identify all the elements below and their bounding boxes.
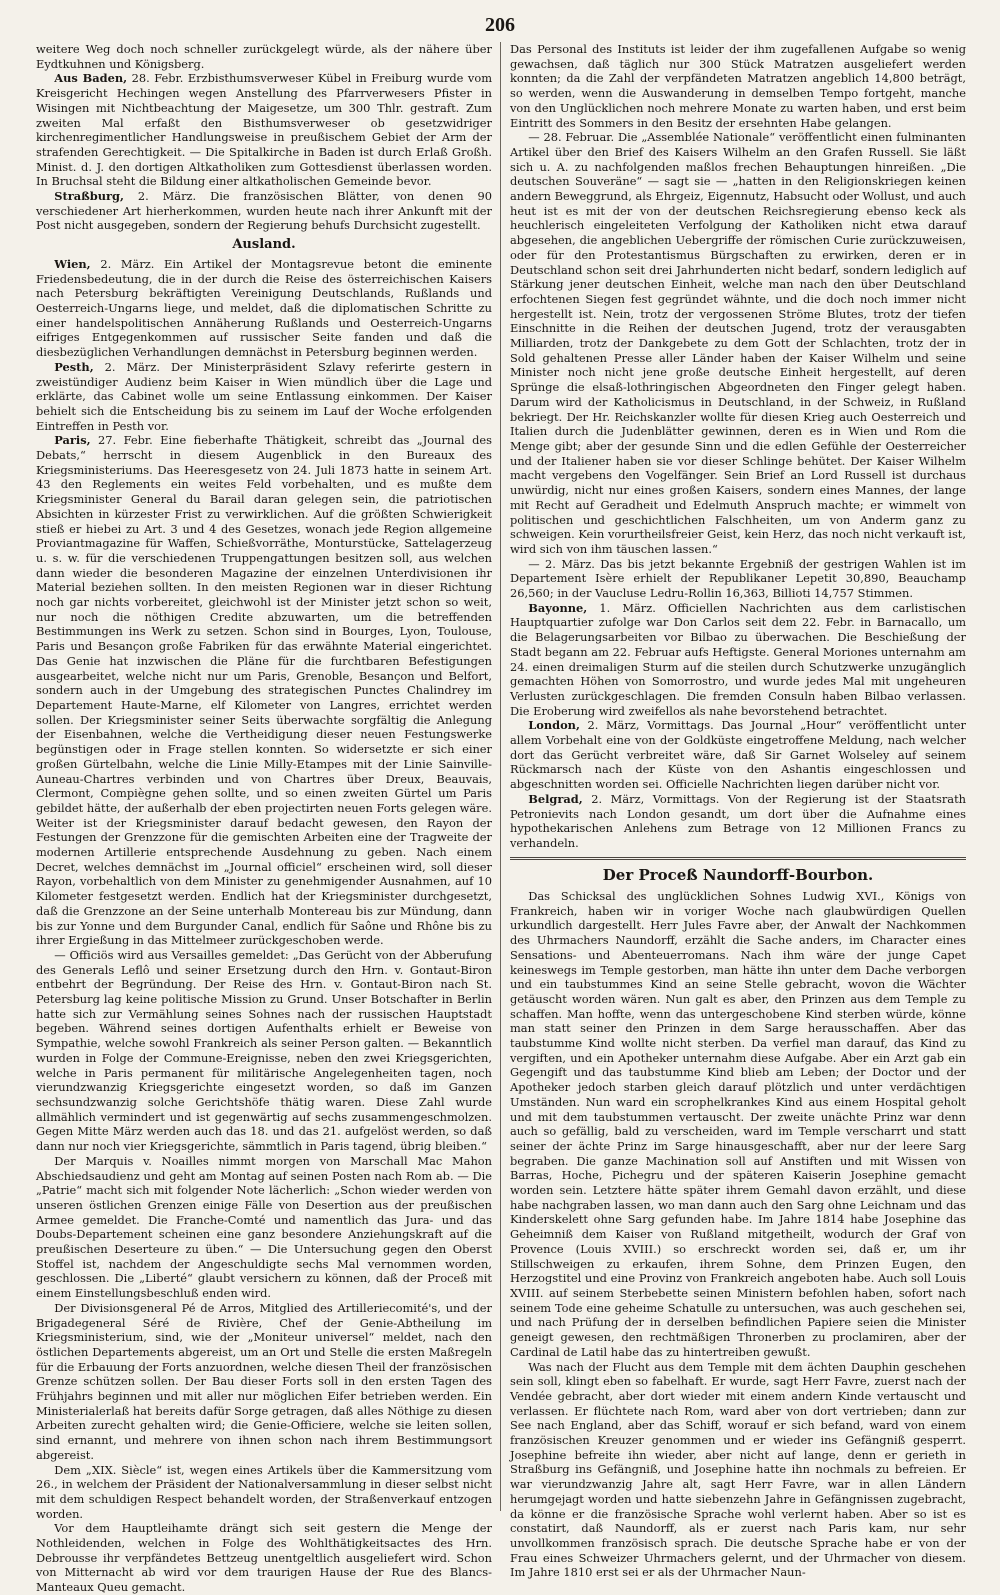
paragraph-text: Dem „XIX. Siècle“ ist, wegen eines Artikels über die Kammersitzung vom 26., in welchem der Präsident der Nationalversammlung in dieser selbst nicht mit dem schuldigen Respect behandelt worden, der Straßenverkauf entzogen worden. bbox=[36, 1462, 492, 1521]
page-number: 206 bbox=[485, 14, 515, 36]
dateline: Straßburg, bbox=[54, 189, 124, 204]
paragraph bbox=[510, 601, 966, 719]
paragraph-text: 2. März, Vormittags. Von der Regierung ist der Staatsrath Petronievits nach London gesandt, um dort über die Aufnahme eines hypothekarischen Anlehens zum Betrage von 12 Millionen Francs zu verhandeln. bbox=[510, 791, 966, 850]
paragraph bbox=[36, 1301, 492, 1463]
paragraph bbox=[510, 889, 966, 1360]
paragraph-text: weitere Weg doch noch schneller zurückgelegt würde, als der nähere über Eydtkuhnen und Königsberg. bbox=[36, 42, 492, 71]
paragraph-text: — 2. März. Das bis jetzt bekannte Ergebniß der gestrigen Wahlen ist im Departement Isère erhielt der Republikaner Lepetit 30,890, Beauchamp 26,560; in der Vaucluse Ledru-Rollin 16,363, Billioti 14,757 Stimmen. bbox=[510, 556, 966, 601]
paragraph-text: 2. März. Die französischen Blätter, von denen 90 verschiedener Art hierherkommen, wurden heute nach ihrer Ankunft mit der Post nicht ausgegeben, sondern der Regierung behufs Durchsicht zugestellt. bbox=[36, 189, 493, 233]
paragraph-text: Vor dem Hauptleihamte drängt sich seit gestern die Menge der Nothleidenden, welchen in Folge des Wohlthätigkeitsactes des Hrn. Debrousse ihr verpfändetes Bettzeug unentgeltlich ausgeliefert wird. Schon von Mitternacht ab wird vor dem traurigen Hause der Rue des Blancs-Manteaux Queu gemacht. bbox=[36, 1521, 492, 1595]
paragraph-text: Der Divisionsgeneral Pé de Arros, Mitglied des Artilleriecomité's, und der Brigadegeneral Séré de Rivière, Chef der Genie-Abtheilung im Kriegsministerium, sind, wie der „Moniteur universel“ meldet, nach den östlichen Departements abgereist, um an Ort und Stelle die ersten Maßregeln für die Erbauung der Forts anzuordnen, welche diesen Theil der französischen Grenze schützen sollen. Der Bau dieser Forts soll in den ersten Tagen des Frühjahrs beginnen und mit aller nur möglichen Eifer betrieben werden. Ein Ministerialerlaß hat bereits dafür Sorge getragen, daß alles Nöthige zu diesen Arbeiten zurecht gehalten wird; die Genie-Officiere, welche sie leiten sollen, sind ernannt, und mehrere von ihnen schon nach ihrem Bestimmungsort abgereist. bbox=[36, 1300, 492, 1462]
paragraph-text: 1. März. Officiellen Nachrichten aus dem carlistischen Hauptquartier zufolge war Don Carlos seit dem 22. Febr. in Barnacallo, um die Belagerungsarbeiten vor Bilbao zu überwachen. Die Beschießung der Stadt begann am 22. Februar aufs Heftigste. General Moriones unternahm am 24. einen dreimaligen Sturm auf die steilen durch Schutzwerke unzugänglich gemachten Höhen von Somorrostro, und wurde jedes Mal mit ungeheuren Verlusten zurückgeschlagen. Die fremden Consuln haben Bilbao verlassen. Die Eroberung wird zweifellos als nahe bevorstehend betrachtet. bbox=[510, 600, 966, 718]
paragraph bbox=[36, 71, 492, 189]
paragraph-text: Das Personal des Instituts ist leider der ihm zugefallenen Aufgabe so wenig gewachsen, daß täglich nur 300 Stück Matratzen ausgeliefert werden konnten; da die Zahl der verpfändeten Matratzen angeblich 14,800 beträgt, so werden, wenn die Auswanderung in demselben Tempo fortgeht, manche von den Unglücklichen noch mehrere Monate zu warten haben, und erst beim Eintritt des Sommers in den Besitz der ersehnten Habe gelangen. bbox=[510, 42, 966, 130]
dateline: Pesth, bbox=[54, 359, 94, 374]
dateline: Belgrad, bbox=[528, 791, 583, 806]
paragraph-text: 2. März, Vormittags. Das Journal „Hour“ veröffentlicht unter allem Vorbehalt eine von der Goldküste eingetroffene Meldung, nach welcher dort das Gerücht verbreitet wäre, daß Sir Garnet Wolseley auf seinem Rückmarsch nach der Küste von den Ashantis eingeschlossen und abgeschnitten worden sei. Officielle Nachrichten liegen darüber nicht vor. bbox=[510, 718, 966, 792]
paragraph-text: — Officiös wird aus Versailles gemeldet: „Das Gerücht von der Abberufung des Generals Leflô und seiner Ersetzung durch den Hrn. v. Gontaut-Biron entbehrt der Begründung. Der Reise des Hrn. v. Gontaut-Biron nach St. Petersburg lag keine politische Mission zu Grund. Unser Botschafter in Berlin hatte sich zur Vermählung seines Sohnes nach der russischen Hauptstadt begeben. Während seines dortigen Aufenthalts erhielt er Beweise von Sympathie, welche sowohl Frankreich als seiner Person galten. — Bekanntlich wurden in Folge der Commune-Ereignisse, neben den zwei Kriegsgerichten, welche in Paris permanent für militärische Angelegenheiten tagen, noch vierundzwanzig Kriegsgerichte eingesetzt worden, so daß im Ganzen sechsundzwanzig solche Gerichtshöfe thätig waren. Diese Zahl wurde allmählich vermindert und ist gegenwärtig auf sechs zusammengeschmolzen. Gegen Mitte März werden auch das 18. und das 21. aufgelöst werden, so daß dann nur noch vier Kriegsgerichte, sämmtlich in Paris tagend, übrig bleiben.“ bbox=[36, 947, 492, 1154]
paragraph bbox=[510, 1360, 966, 1581]
paragraph bbox=[510, 42, 966, 130]
dateline: Paris, bbox=[54, 433, 91, 448]
column-divider bbox=[500, 42, 501, 1511]
paragraph bbox=[36, 189, 492, 233]
section-divider bbox=[510, 857, 966, 860]
paragraph-text: — 28. Februar. Die „Assemblée Nationale“ veröffentlicht einen fulminanten Artikel über den Brief des Kaisers Wilhelm an den Grafen Russell. Sie läßt sich u. A. zu nachfolgenden maßlos frechen Behauptungen hinreißen. „Die deutschen Souveräne“ — sagt sie — „hatten in den Religionskriegen keinen andern Beweggrund, als Ehrgeiz, Eigennutz, Habsucht oder Wollust, und auch heut ist es mit der von der deutschen Reichsregierung ebenso keck als heuchlerisch eingeleiteten Verfolgung der Katholiken nicht etwa darauf abgesehen, die angeblichen Uebergriffe der römischen Curie zurückzuweisen, oder für den Protestantismus Bürgschaften zu erwirken, deren er in Deutschland schon seit drei Jahrhunderten nicht bedarf, sondern lediglich auf Stärkung jener deutschen Einheit, welche man nach den über Deutschland erfochtenen Siegen fest gegründet wähnte, und die doch noch immer nicht hergestellt ist. Nein, trotz der vergossenen Ströme Blutes, trotz der tiefen Einschnitte in die Reihen der deutschen Jugend, trotz der verausgabten Milliarden, trotz der Dankgebete zu dem Gott der Schlachten, trotz der in Sold gehaltenen Presse aller Länder haben der Kaiser Wilhelm und seine Minister noch nicht jene große deutsche Einheit hergestellt, auf deren Sprünge die elsaß-lothringischen Abgeordneten den Finger gelegt haben. Darum wird der Katholicismus in Deutschland, in der Schweiz, in Rußland bekriegt. Der Hr. Reichskanzler wollte für diesen Krieg auch Oesterreich und Italien durch die Judenblätter gewinnen, deren es in Wien und Rom die Menge gibt; aber der gesunde Sinn und die edlen Gefühle der Oesterreicher und der Italiener haben sie vor dieser Schlinge behütet. Der Kaiser Wilhelm macht vergebens den Vogelfänger. Sein Brief an Lord Russell ist durchaus unwürdig, nicht nur eines großen Kaisers, sondern eines Mannes, der lange mit Recht auf Geradheit und Edelmuth Anspruch machte; er wimmelt von politischen und geschichtlichen Falschheiten, um von Anderm ganz zu schweigen. Kein vorurtheilsfreier Geist, kein Herz, das noch nicht verkauft ist, wird sich von ihm täuschen lassen.“ bbox=[510, 130, 966, 556]
paragraph bbox=[36, 257, 492, 360]
dateline: Bayonne, bbox=[528, 600, 588, 615]
section-heading: Ausland. bbox=[232, 237, 296, 253]
dateline: London, bbox=[528, 718, 580, 733]
paragraph bbox=[36, 433, 492, 948]
paragraph bbox=[36, 1463, 492, 1522]
paragraph bbox=[510, 792, 966, 851]
dateline: Aus Baden, bbox=[54, 71, 128, 86]
right-column bbox=[510, 42, 966, 1580]
paragraph-text: Der Marquis v. Noailles nimmt morgen von Marschall Mac Mahon Abschiedsaudienz und geht am Montag auf seinen Posten nach Rom ab. — Die „Patrie“ macht sich mit folgender Note lächerlich: „Schon wieder werden von unseren östlichen Grenzen einige Fälle von Desertion aus der preußischen Armee gemeldet. Die Franche-Comté und namentlich das Jura- und das Doubs-Departement scheinen eine ganz besondere Anziehungskraft auf die preußischen Deserteure zu üben.“ — Die Untersuchung gegen den Oberst Stoffel ist, nachdem der Angeschuldigte sechs Mal vernommen worden, geschlossen. Die „Liberté“ glaubt versichern zu können, daß der Proceß mit einem Einstellungsbeschluß enden wird. bbox=[36, 1153, 492, 1301]
paragraph-text: 2. März. Der Ministerpräsident Szlavy referirte gestern in zweistündiger Audienz beim Kaiser in Wien mündlich über die Lage und erklärte, das Cabinet wolle um seine Entlassung einkommen. Der Kaiser behielt sich die Entscheidung bis zu seinem im Lauf der Woche erfolgenden Eintreffen in Pesth vor. bbox=[36, 359, 493, 433]
paragraph-text: 28. Febr. Erzbisthumsverweser Kübel in Freiburg wurde vom Kreisgericht Hechingen wegen Anstellung des Pfarrverwesers Pfister in Wisingen mit Nichtbeachtung der Maigesetze, um 300 Thlr. gestraft. Zum zweiten Mal erfaßt den Bisthumsverweser ob gesetzwidriger kirchenregimentlicher Handlungsweise in preußischem Gebiet der Arm der strafenden Gerechtigkeit. — Die Spitalkirche in Baden ist durch Erlaß Großh. Minist. d. J. den dortigen Altkatholiken zum Gottesdienst überlassen worden. In Bruchsal steht die Bildung einer altkatholischen Gemeinde bevor. bbox=[36, 71, 493, 189]
paragraph-text: 2. März. Ein Artikel der Montagsrevue betont die eminente Friedensbedeutung, die in der durch die Reise des österreichischen Kaisers nach Petersburg bekräftigten Vereinigung Deutschlands, Rußlands und Oesterreich-Ungarns liege, und meldet, daß die diplomatischen Schritte zu einer handelspolitischen Annäherung Rußlands und Oesterreich-Ungarns eifriges Entgegenkommen auf russischer Seite fanden und daß die diesbezüglichen Verhandlungen demnächst in Petersburg beginnen werden. bbox=[36, 256, 492, 360]
paragraph-text: 27. Febr. Eine fieberhafte Thätigkeit, schreibt das „Journal des Debats,“ herrscht in diesem Augenblick in den Bureaux des Kriegsministeriums. Das Heeresgesetz von 24. Juli 1873 hatte in seinem Art. 43 den Reglements ein weites Feld vorbehalten, und es mußte dem Kriegsminister General du Barail daran gelegen sein, die patriotischen Absichten in kürzester Frist zu verwirklichen. Auf die größten Schwierigkeit stieß er hiebei zu Art. 3 und 4 des Gesetzes, wonach jede Region allgemeine Proviantmagazine für Waffen, Schießvorräthe, Monturstücke, Sattelagerzeug u. s. w. für die verschiedenen Truppengattungen besitzen soll, aus welchen dann wieder die besonderen Magazine der einzelnen Unterdivisionen ihr Material beziehen sollten. In den meisten Regionen war in dieser Richtung noch gar nichts vorbereitet, gleichwohl ist der Minister jetzt schon so weit, nur noch die nöthigen Credite abzuwarten, um die betreffenden Bestimmungen ins Werk zu setzen. Schon sind in Bourges, Lyon, Toulouse, Paris und Besançon große Fabriken für das erwähnte Material eingerichtet. Das Genie hat inzwischen die Pläne für die furchtbaren Befestigungen ausgearbeitet, welche nicht nur um Paris, Grenoble, Besançon und Belfort, sondern auch in der Umgebung des strategischen Punctes Chalindrey im Departement Haute-Marne, elf Kilometer von Langres, errichtet werden sollen. Der Kriegsminister seiner Seits überwachte sorgfältig die Anlegung der Eisenbahnen, welche die Vertheidigung dieser neuen Festungswerke begünstigen oder in Frage stellen konnten. So widersetzte er sich einer großen Gürtelbahn, welche die Linie Milly-Etampes mit der Linie Sainville-Auneau-Chartres verbinden und von Chartres über Dreux, Beauvais, Clermont, Compiègne gehen sollte, und so einen zweiten Gürtel um Paris gebildet hätte, der außerhalb der eben projectirten neuen Forts gelegen wäre. Weiter ist der Kriegsminister darauf bedacht gewesen, den Rayon der Festungen der Grenzzone für die gemischten Arbeiten eine der Tragweite der modernen Artillerie entsprechende Ausdehnung zu geben. Nach einem Decret, welches demnächst im „Journal officiel“ erscheinen wird, soll dieser Rayon, vorbehaltlich von dem Minister zu genehmigender Ausnahmen, auf 10 Kilometer festgesetzt werden. Endlich hat der Kriegsminister durchgesetzt, daß die Grenzzone an der Seine unterhalb Montereau bis zur Mündung, dann bis zur Yonne und dem Burgunder Canal, endlich für Saône und Rhône bis zu ihrer Ergießung in das Mittelmeer zurückgeschoben werde. bbox=[36, 433, 492, 948]
paragraph bbox=[36, 1521, 492, 1595]
paragraph bbox=[510, 130, 966, 556]
paragraph bbox=[510, 718, 966, 792]
paragraph bbox=[36, 948, 492, 1154]
paragraph bbox=[36, 360, 492, 434]
paragraph-text: Das Schicksal des unglücklichen Sohnes Ludwig XVI., Königs von Frankreich, haben wir in voriger Woche nach glaubwürdigen Quellen urkundlich dargestellt. Herr Jules Favre aber, der Anwalt der Nachkommen des Uhrmachers Naundorff, erzählt die Sache anders, im Character eines Sensations- und Abenteuerromans. Nach ihm wäre der junge Capet keineswegs im Temple gestorben, man hätte ihn unter dem Dache verborgen und ein taubstummes Kind an seine Stelle gebracht, wovon die Wächter getäuscht worden wären. Nun galt es aber, den Prinzen aus dem Temple zu schaffen. Man hoffte, wenn das untergeschobene Kind sterben würde, könne man statt seiner den Prinzen in dem Sarge herausschaffen. Aber das taubstumme Kind wollte nicht sterben. Da verfiel man darauf, das Kind zu vergiften, und ein Apotheker unternahm diese Aufgabe. Aber ein Arzt gab ein Gegengift und das taubstumme Kind blieb am Leben; der Doctor und der Apotheker jedoch starben gleich darauf plötzlich und unter verdächtigen Umständen. Nun ward ein scrophelkrankes Kind aus einem Hospital geholt und mit dem taubstummen vertauscht. Der zweite unächte Prinz war denn auch so gefällig, bald zu verscheiden, ward im Temple verscharrt und statt seiner der ächte Prinz im Sarge hinausgeschafft, aber nur der leere Sarg begraben. Die ganze Machination soll auf Anstiften und mit Wissen von Barras, Hoche, Pichegru und der späteren Kaiserin Josephine gemacht worden sein. Letztere hätte später ihrem Gemahl davon erzählt, und diese habe nachgraben lassen, wo man dann auch den Sarg ohne Leichnam und das Kinderskelett ohne Sarg gefunden habe. Im Jahre 1814 habe Josephine das Geheimniß dem Kaiser von Rußland mitgetheilt, wodurch der Graf von Provence (Louis XVIII.) so erschreckt worden sei, daß er, um ihr Stillschweigen zu erkaufen, ihrem Sohne, dem Prinzen Eugen, den Herzogstitel und eine Provinz von Frankreich angeboten habe. Auch soll Louis XVIII. auf seinem Sterbebette seinen Ministern befohlen haben, sofort nach seinem Tode eine geheime Schatulle zu untersuchen, was auch geschehen sei, und nach Prüfung der in derselben befindlichen Papiere seien die Minister geneigt gewesen, den rechtmäßigen Thronerben zu proclamiren, aber der Cardinal de Latil habe das zu hintertreiben gewußt. bbox=[510, 889, 966, 1359]
left-column bbox=[36, 42, 493, 1595]
paragraph-text: Was nach der Flucht aus dem Temple mit dem ächten Dauphin geschehen sein soll, klingt eben so fabelhaft. Er wurde, sagt Herr Favre, zuerst nach der Vendée gebracht, aber dort wieder mit einem andern Kinde vertauscht und verlassen. Er flüchtete nach Rom, ward aber von dort vertrieben; dann zur See nach England, aber das Schiff, worauf er sich befand, ward von einem französischen Kreuzer genommen und er wieder ins Gefängniß gesperrt. Josephine befreite ihn wieder, aber nicht auf lange, denn er gerieth in Straßburg ins Gefängniß, und Josephine hatte ihn nochmals zu befreien. Er war vierundzwanzig Jahre alt, sagt Herr Favre, war in allen Ländern herumgejagt worden und hatte siebenzehn Jahre in Gefängnissen zugebracht, da könne er die französische Sprache wohl verlernt haben. Aber so ist es constatirt, daß Naundorff, als er zuerst nach Paris kam, nur sehr unvollkommen französisch sprach. Die deutsche Sprache habe er von der Frau eines Schweizer Uhrmachers gelernt, und der Uhrmacher von diesem. Im Jahre 1810 erst sei er als der Uhrmacher Naun- bbox=[510, 1359, 966, 1580]
dateline: Wien, bbox=[54, 256, 91, 271]
paragraph bbox=[36, 1154, 492, 1301]
paragraph bbox=[510, 557, 966, 601]
paragraph bbox=[36, 42, 492, 71]
article-heading: Der Proceß Naundorff-Bourbon. bbox=[602, 865, 874, 884]
